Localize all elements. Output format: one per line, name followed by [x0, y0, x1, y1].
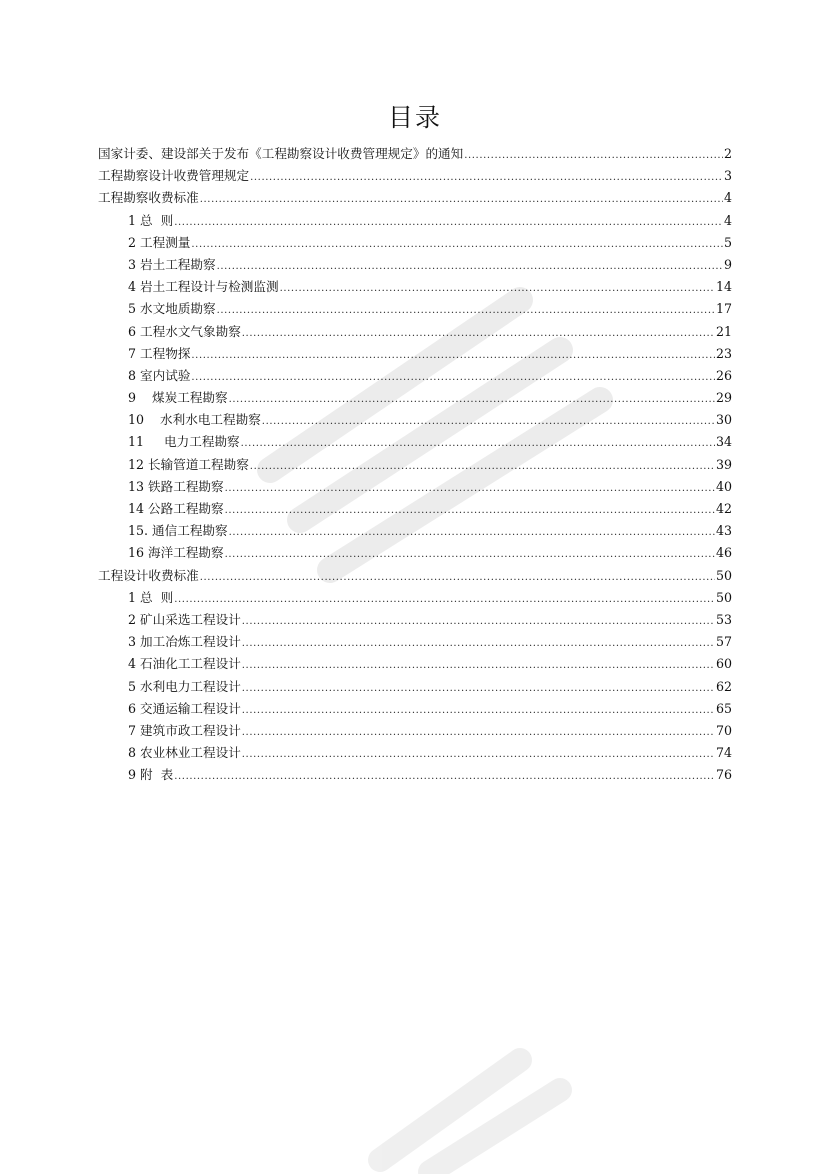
toc-entry-text: 附 表 — [140, 767, 174, 783]
toc-entry-text: 加工冶炼工程设计 — [140, 634, 241, 650]
toc-entry-label — [128, 742, 241, 764]
toc-entry-number: 4 — [128, 279, 137, 295]
toc-entry[interactable] — [98, 143, 732, 165]
toc-page-number: 62 — [715, 678, 732, 694]
toc-entry-text: 总 则 — [140, 589, 174, 605]
toc-page-number: 65 — [715, 700, 732, 716]
toc-dot-leader — [225, 500, 715, 522]
toc-dot-leader — [250, 456, 715, 478]
toc-entry-label — [128, 431, 240, 453]
toc-page-number: 57 — [715, 634, 732, 650]
toc-entry[interactable] — [98, 431, 732, 453]
toc-page-number: 9 — [723, 256, 732, 272]
toc-page-number: 34 — [715, 434, 732, 450]
toc-entry[interactable] — [98, 276, 732, 298]
toc-entry-label — [128, 698, 241, 720]
toc-dot-leader — [200, 567, 715, 589]
toc-entry-text: 海洋工程勘察 — [148, 545, 224, 561]
toc-page-number: 2 — [723, 146, 732, 161]
toc-entry-text: 公路工程勘察 — [148, 501, 224, 516]
toc-page-number: 53 — [715, 611, 732, 627]
toc-entry-gap — [144, 434, 164, 449]
toc-entry-number: 6 — [128, 700, 137, 716]
toc-entry[interactable] — [98, 187, 732, 209]
toc-page-number: 50 — [715, 589, 732, 605]
toc-entry-label — [128, 631, 241, 653]
toc-entry-label — [128, 409, 261, 431]
toc-page-number: 40 — [715, 478, 732, 494]
toc-entry-text: 国家计委、建设部关于发布《工程勘察设计收费管理规定》的通知 — [98, 146, 464, 161]
toc-entry[interactable] — [98, 653, 732, 675]
toc-entry[interactable] — [98, 343, 732, 365]
toc-entry-number: 7 — [128, 722, 137, 738]
toc-page-number: 5 — [723, 234, 732, 250]
toc-dot-leader — [242, 700, 715, 722]
toc-entry-text: 水文地质勘察 — [140, 301, 216, 317]
toc-entry-number: 2 — [128, 611, 137, 627]
toc-entry[interactable] — [98, 520, 732, 542]
toc-entry[interactable] — [98, 609, 732, 631]
toc-dot-leader — [229, 389, 715, 411]
toc-page-number: 76 — [715, 767, 732, 783]
toc-entry[interactable] — [98, 254, 732, 276]
toc-entry-text: 农业林业工程设计 — [140, 745, 241, 761]
toc-dot-leader — [174, 589, 715, 611]
toc-dot-leader — [191, 367, 715, 389]
toc-entry-text: 矿山采选工程设计 — [140, 611, 241, 627]
toc-entry-number: 15. — [128, 523, 149, 539]
toc-entry-text: 工程勘察收费标准 — [98, 190, 199, 206]
toc-entry-label — [128, 498, 224, 520]
toc-entry[interactable] — [98, 321, 732, 343]
toc-entry[interactable] — [98, 165, 732, 187]
toc-entry-label — [128, 210, 173, 232]
toc-entry-label — [98, 187, 199, 209]
toc-entry-text: 总 则 — [140, 212, 174, 228]
toc-entry-text: 工程勘察设计收费管理规定 — [98, 168, 250, 184]
toc-page-number: 17 — [715, 301, 732, 317]
toc-dot-leader — [262, 411, 715, 433]
toc-entry-number: 3 — [128, 634, 137, 650]
toc-page-number: 60 — [715, 656, 732, 672]
toc-entry-text: 水利水电工程勘察 — [160, 412, 261, 428]
toc-dot-leader — [200, 189, 723, 211]
toc-page-number: 42 — [715, 501, 732, 516]
toc-entry-number: 13 — [128, 478, 145, 494]
toc-dot-leader — [242, 744, 715, 766]
toc-entry-label — [128, 720, 241, 742]
toc-page-number: 30 — [715, 412, 732, 428]
toc-entry[interactable] — [98, 298, 732, 320]
toc-entry-label — [128, 587, 173, 609]
toc-entry-label — [128, 232, 190, 254]
toc-page-number: 50 — [715, 567, 732, 583]
toc-dot-leader — [241, 433, 715, 455]
toc-entry-label — [128, 764, 173, 786]
toc-entry-number: 16 — [128, 545, 145, 561]
toc-entry[interactable] — [98, 210, 732, 232]
toc-entry-label — [128, 542, 224, 564]
toc-dot-leader — [191, 345, 715, 367]
toc-entry[interactable] — [98, 454, 732, 476]
toc-dot-leader — [191, 234, 723, 256]
toc-entry-label — [128, 454, 249, 476]
toc-entry-text: 水利电力工程设计 — [140, 678, 241, 694]
toc-entry[interactable] — [98, 698, 732, 720]
toc-entry-gap — [144, 412, 160, 427]
toc-entry-number: 8 — [128, 745, 137, 761]
toc-dot-leader — [280, 278, 715, 300]
toc-dot-leader — [242, 722, 715, 744]
toc-entry-text: 工程设计收费标准 — [98, 567, 199, 583]
toc-entry-text: 石油化工工程设计 — [140, 656, 241, 672]
toc-entry[interactable] — [98, 232, 732, 254]
toc-entry-label — [98, 165, 249, 187]
toc-dot-leader — [217, 300, 715, 322]
toc-dot-leader — [250, 167, 723, 189]
toc-entry-number: 10 — [128, 412, 145, 428]
toc-page-number: 4 — [723, 190, 732, 206]
toc-entry-label — [128, 365, 190, 387]
toc-entry-text: 建筑市政工程设计 — [140, 722, 241, 738]
toc-entry[interactable] — [98, 720, 732, 742]
toc-entry-number: 8 — [128, 367, 137, 383]
toc-entry-text: 工程物探 — [140, 345, 191, 361]
toc-entry-label — [128, 387, 228, 409]
toc-entry-text: 工程水文气象勘察 — [140, 323, 241, 339]
toc-dot-leader — [464, 145, 723, 167]
toc-page-number: 70 — [715, 722, 732, 738]
toc-page-number: 43 — [715, 523, 732, 539]
toc-entry[interactable] — [98, 542, 732, 564]
toc-page-number: 4 — [723, 212, 732, 228]
toc-page-number: 23 — [715, 345, 732, 361]
toc-entry-text: 长输管道工程勘察 — [148, 456, 249, 472]
toc-entry-text: 铁路工程勘察 — [148, 478, 224, 494]
toc-entry-number: 2 — [128, 234, 137, 250]
toc-entry-label — [128, 254, 216, 276]
toc-title: 目录 — [387, 103, 442, 132]
toc-entry-text: 岩土工程勘察 — [140, 256, 216, 272]
toc-entry-text: 室内试验 — [140, 367, 191, 383]
toc-page-number: 74 — [715, 745, 732, 761]
toc-entry-text: 岩土工程设计与检测监测 — [140, 279, 279, 295]
toc-dot-leader — [242, 633, 715, 655]
toc-dot-leader — [242, 611, 715, 633]
toc-entry-gap — [136, 390, 152, 405]
toc-entry-label — [98, 565, 199, 587]
toc-entry-number: 9 — [128, 390, 137, 406]
toc-entry-label — [128, 609, 241, 631]
toc-dot-leader — [229, 522, 715, 544]
toc-entry[interactable] — [98, 587, 732, 609]
toc-page-number: 39 — [715, 456, 732, 472]
toc-entry-number: 6 — [128, 323, 137, 339]
toc-entry[interactable] — [98, 387, 732, 409]
toc-page-number: 46 — [715, 545, 732, 561]
toc-entry[interactable] — [98, 764, 732, 786]
toc-entry[interactable] — [98, 409, 732, 431]
toc-page-number: 3 — [723, 168, 732, 184]
toc-entry[interactable] — [98, 631, 732, 653]
toc-dot-leader — [225, 544, 715, 566]
toc-dot-leader — [242, 323, 715, 345]
toc-entry-label — [128, 343, 190, 365]
toc-entry-number: 12 — [128, 456, 145, 472]
toc-dot-leader — [217, 256, 723, 278]
toc-page-number: 14 — [715, 279, 732, 295]
toc-entry-number: 5 — [128, 678, 137, 694]
toc-entry[interactable] — [98, 676, 732, 698]
toc-entry[interactable] — [98, 742, 732, 764]
toc-entry-text: 通信工程勘察 — [152, 523, 228, 539]
toc-entry-text: 工程测量 — [140, 234, 191, 250]
toc-entry-label — [128, 653, 241, 675]
toc-dot-leader — [225, 478, 715, 500]
toc-entry-number: 4 — [128, 656, 137, 672]
toc-dot-leader — [174, 212, 723, 234]
toc-entry[interactable] — [98, 365, 732, 387]
toc-dot-leader — [242, 678, 715, 700]
toc-entry-number: 7 — [128, 345, 137, 361]
toc-page-number: 29 — [715, 390, 732, 406]
toc-entry-label — [128, 276, 279, 298]
toc-entry-number: 5 — [128, 301, 137, 317]
toc-entry-number: 14 — [128, 501, 145, 516]
toc-dot-leader — [174, 766, 715, 788]
toc-entry-label — [98, 143, 463, 165]
toc-entry-label — [128, 321, 241, 343]
toc-entry-text: 煤炭工程勘察 — [152, 390, 228, 406]
toc-entry-number: 1 — [128, 212, 137, 228]
toc-page-number: 26 — [715, 367, 732, 383]
table-of-contents — [98, 143, 732, 786]
toc-entry[interactable] — [98, 565, 732, 587]
toc-entry-text: 交通运输工程设计 — [140, 700, 241, 716]
toc-dot-leader — [242, 655, 715, 677]
toc-entry-number: 11 — [128, 434, 145, 450]
toc-entry-label — [128, 298, 216, 320]
toc-entry-number: 3 — [128, 256, 137, 272]
toc-entry-label — [128, 520, 228, 542]
toc-entry-text: 电力工程勘察 — [164, 434, 240, 450]
toc-entry[interactable] — [98, 476, 732, 498]
toc-entry-label — [128, 676, 241, 698]
toc-entry[interactable] — [98, 498, 732, 520]
toc-entry-label — [128, 476, 224, 498]
toc-entry-number: 1 — [128, 589, 137, 605]
toc-entry-number: 9 — [128, 767, 137, 783]
toc-page-number: 21 — [715, 323, 732, 339]
